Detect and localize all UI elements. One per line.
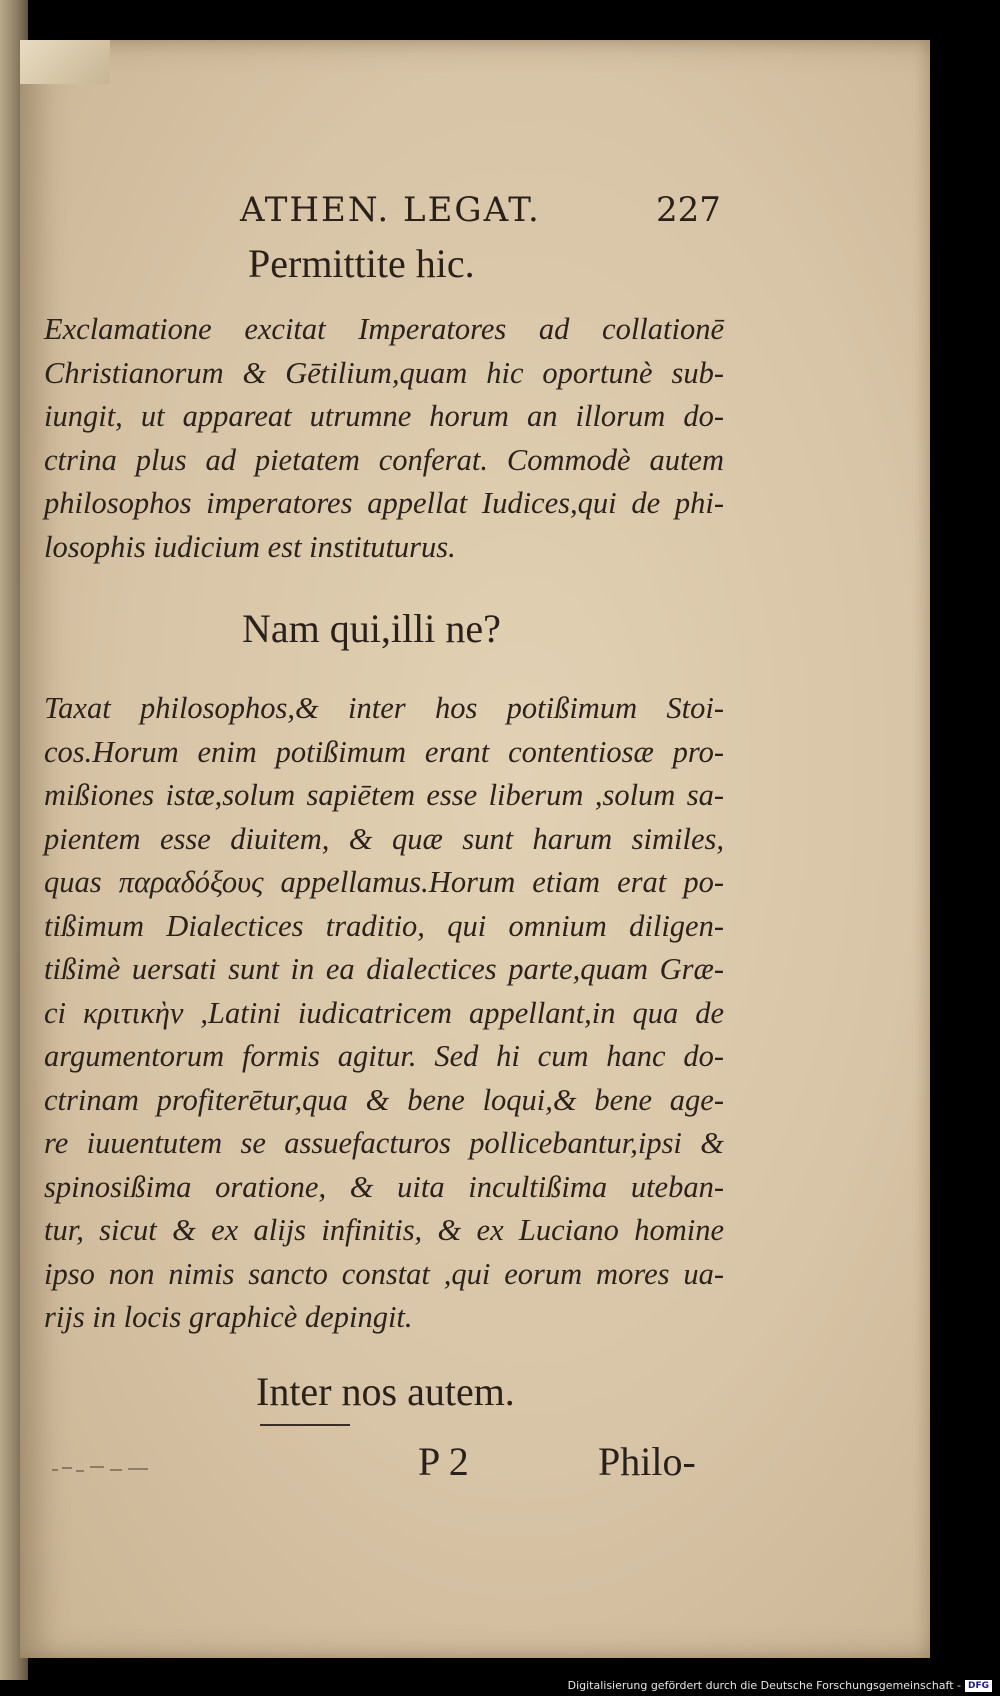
text-line: re iuuentutem se assuefacturos pollicebantur,ipsi & (44, 1126, 724, 1160)
text-line: Christianorum & Gētilium,quam hic oportunè sub- (44, 355, 724, 390)
book-page (20, 40, 930, 1658)
text-line: rijs in locis graphicè depingit. (44, 1300, 413, 1334)
text-line: ipso non nimis sancto constat ,qui eorum mores ua- (44, 1256, 724, 1291)
digitization-footer (568, 1679, 992, 1692)
text-line: mißiones istæ,solum sapiētem esse liberum ,solum sa- (44, 778, 724, 812)
text-line: ctrina plus ad pietatem conferat. Commodè autem (44, 442, 724, 477)
text-line: losophis iudicium est instituturus. (44, 529, 456, 564)
text-line: tißimum Dialectices traditio, qui omnium diligen- (44, 908, 724, 943)
page-number: 227 (656, 190, 721, 230)
text-line: argumentorum formis agitur. Sed hi cum hanc do- (44, 1039, 724, 1073)
text-line: cos.Horum enim potißimum erant contentiosæ pro- (44, 734, 724, 769)
lemma-inter-nos: Inter nos autem. (256, 1369, 515, 1414)
text-line: Taxat philosophos,& inter hos potißimum Stoi- (44, 691, 724, 725)
catchword: Philo- (598, 1439, 696, 1484)
text-line: philosophos imperatores appellat Iudices,qui de phi- (44, 486, 724, 520)
text-line: ctrinam profiterētur,qua & bene loqui,& bene age- (44, 1082, 724, 1117)
text-line: tur, sicut & ex alijs infinitis, & ex Luciano homine (44, 1213, 724, 1247)
text-line: tißimè uersati sunt in ea dialectices parte,quam Græ- (44, 952, 724, 986)
footer-text: Digitalisierung gefördert durch die Deutsche Forschungsgemeinschaft - (567, 1679, 961, 1692)
signature-mark: P 2 (418, 1439, 469, 1484)
text-line: iungit, ut appareat utrumne horum an illorum do- (44, 399, 724, 433)
underline-rule (260, 1424, 350, 1426)
lemma-permittite: Permittite hic. (248, 241, 475, 286)
page-corner (20, 40, 110, 84)
dfg-logo: DFG (965, 1680, 992, 1692)
commentary-paragraph-1 (44, 308, 724, 569)
commentary-paragraph-2 (44, 687, 724, 1340)
text-line: pientem esse diuitem, & quæ sunt harum similes, (44, 821, 724, 856)
lemma-nam-qui: Nam qui,illi ne? (242, 606, 501, 651)
text-line: Exclamatione excitat Imperatores ad collationē (44, 312, 724, 346)
running-title: ATHEN. LEGAT. (240, 190, 541, 230)
text-line: quas παραδόξους appellamus.Horum etiam erat po- (44, 865, 724, 899)
text-line: ci κριτικὴν ,Latini iudicatricem appellant,in qua de (44, 995, 724, 1030)
text-line: spinosißima oratione, & uita incultißima uteban- (44, 1169, 724, 1204)
bleed-through-marks (50, 1462, 160, 1476)
